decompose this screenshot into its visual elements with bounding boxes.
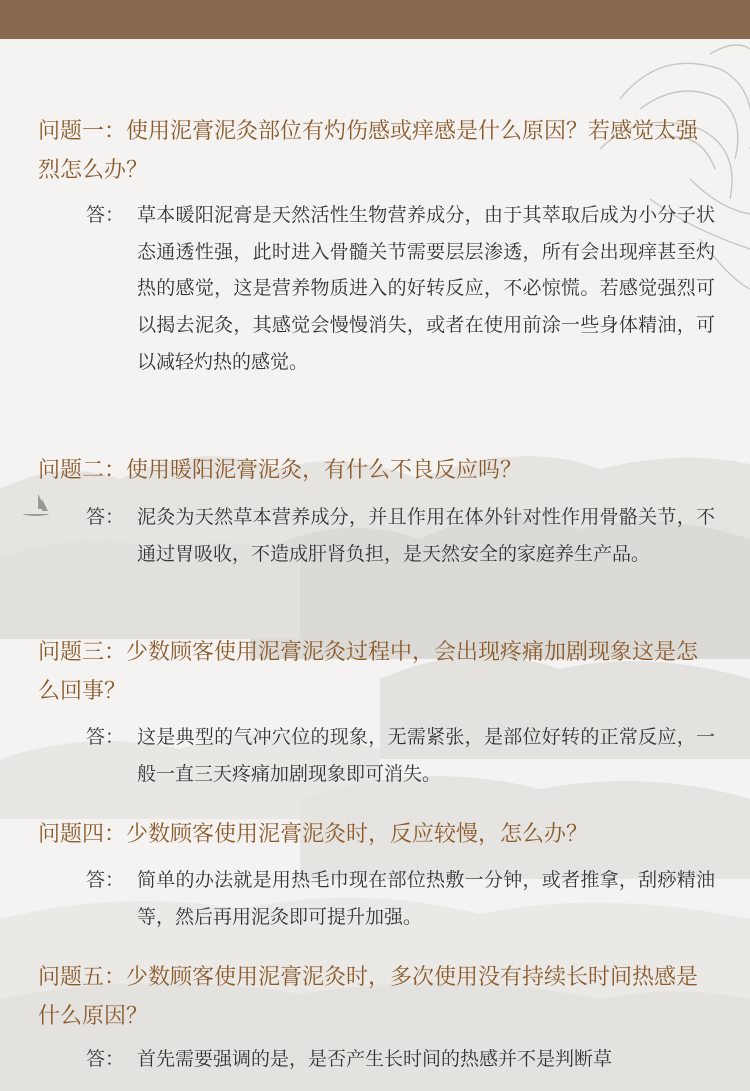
answer-5-label: 答： (86, 1048, 125, 1070)
answer-4: 简单的办法就是用热毛巾现在部位热敷一分钟，或者推拿，刮痧精油等，然后再用泥灸即可提升加强。 (137, 869, 715, 928)
question-2: 问题二：使用暖阳泥膏泥灸，有什么不良反应吗？ (38, 458, 523, 483)
answer-3: 这是典型的气冲穴位的现象，无需紧张，是部位好转的正常反应，一般一直三天疼痛加剧现象即可消失。 (137, 726, 715, 785)
question-3: 问题三：少数顾客使用泥膏泥灸过程中，会出现疼痛加剧现象这是怎么回事？ (38, 640, 699, 704)
answer-5: 首先需要强调的是，是否产生长时间的热感并不是判断草 (137, 1048, 613, 1070)
top-banner-bar (0, 0, 750, 39)
answer-2: 泥灸为天然草本营养成分，并且作用在体外针对性作用骨骼关节，不通过胃吸收，不造成肝肾负担，是天然安全的家庭养生产品。 (137, 506, 715, 565)
answer-3-label: 答： (86, 726, 125, 748)
answer-4-label: 答： (86, 869, 125, 891)
answer-1-label: 答： (86, 204, 125, 226)
question-5: 问题五：少数顾客使用泥膏泥灸时，多次使用没有持续长时间热感是什么原因？ (38, 965, 699, 1029)
answer-1: 草本暖阳泥膏是天然活性生物营养成分，由于其萃取后成为小分子状态通透性强，此时进入骨髓关节需要层层渗透，所有会出现痒甚至灼热的感觉，这是营养物质进入的好转反应，不必惊慌。若感觉强烈可以揭去泥灸，其感觉会慢慢消失，或者在使用前涂一些身体精油，可以减轻灼热的感觉。 (137, 204, 715, 373)
answer-2-label: 答： (86, 506, 125, 528)
question-1: 问题一：使用泥膏泥灸部位有灼伤感或痒感是什么原因？若感觉太强烈怎么办？ (38, 119, 699, 183)
question-4: 问题四：少数顾客使用泥膏泥灸时，反应较慢，怎么办？ (38, 822, 589, 847)
